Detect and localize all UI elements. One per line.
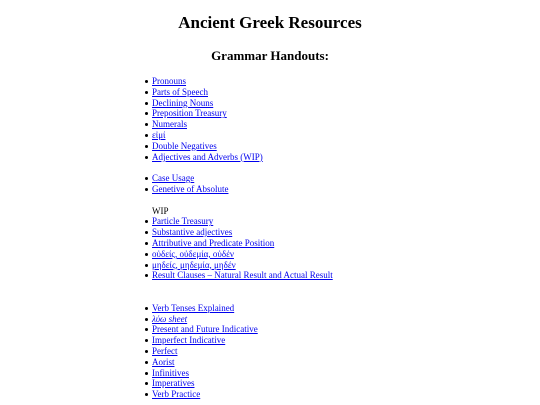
list-item — [152, 314, 333, 325]
link-particle-treasury[interactable]: Particle Treasury — [152, 216, 214, 227]
link-double-negatives[interactable]: Double Negatives — [152, 140, 217, 151]
link-genetive-absolute[interactable]: Genetive of Absolute — [152, 183, 229, 194]
link-oudeis[interactable]: οὐδείς, οὐδεμία, οὐδέν — [152, 248, 234, 259]
list-item — [152, 173, 333, 184]
list-item — [152, 368, 333, 379]
link-infinitives[interactable]: Infinitives — [152, 367, 189, 378]
link-case-usage[interactable]: Case Usage — [152, 173, 195, 184]
link-attributive-predicate[interactable]: Attributive and Predicate Position — [152, 237, 275, 248]
list-item — [152, 378, 333, 389]
handout-list — [152, 76, 333, 400]
link-luo-sheet[interactable]: λύω sheet — [152, 313, 188, 324]
list-item — [152, 227, 333, 238]
list-item — [152, 346, 333, 357]
list-item — [152, 249, 333, 260]
handout-group-wip — [152, 206, 333, 282]
spacer — [152, 281, 333, 303]
list-item — [152, 357, 333, 368]
link-perfect[interactable]: Perfect — [152, 345, 178, 356]
link-pronouns[interactable]: Pronouns — [152, 76, 187, 86]
link-imperfect[interactable]: Imperfect Indicative — [152, 335, 226, 346]
list-item — [152, 389, 333, 400]
list-item — [152, 324, 333, 335]
link-numerals[interactable]: Numerals — [152, 119, 187, 130]
link-verb-tenses[interactable]: Verb Tenses Explained — [152, 302, 235, 313]
link-aorist[interactable]: Aorist — [152, 356, 175, 367]
list-item — [152, 98, 333, 109]
link-present-future[interactable]: Present and Future Indicative — [152, 324, 258, 335]
list-item — [152, 303, 333, 314]
link-imperatives[interactable]: Imperatives — [152, 378, 195, 389]
list-item — [152, 260, 333, 271]
link-verb-practice[interactable]: Verb Practice — [152, 389, 201, 400]
link-medeis[interactable]: μηδείς, μηδεμία, μηδέν — [152, 259, 236, 270]
spacer — [152, 195, 333, 206]
list-item — [152, 238, 333, 249]
list-item — [152, 108, 333, 119]
list-item — [152, 270, 333, 281]
link-preposition-treasury[interactable]: Preposition Treasury — [152, 108, 227, 119]
wip-label: WIP — [152, 205, 169, 216]
list-item — [152, 184, 333, 195]
list-item — [152, 216, 333, 227]
site-title: Ancient Greek Resources — [178, 13, 362, 32]
link-declining-nouns[interactable]: Declining Nouns — [152, 97, 214, 108]
link-substantive-adjectives[interactable]: Substantive adjectives — [152, 227, 233, 238]
section-heading: Grammar Handouts: — [211, 48, 329, 63]
link-adjectives-adverbs[interactable]: Adjectives and Adverbs (WIP) — [152, 151, 263, 162]
spacer — [152, 162, 333, 173]
list-item — [152, 119, 333, 130]
list-item — [152, 76, 333, 87]
link-parts-of-speech[interactable]: Parts of Speech — [152, 86, 208, 97]
list-item — [152, 152, 333, 163]
link-result-clauses[interactable]: Result Clauses – Natural Result and Actual Result — [152, 270, 333, 281]
list-item — [152, 335, 333, 346]
link-eimi[interactable]: εἰμί — [152, 129, 166, 140]
list-item — [152, 141, 333, 152]
list-item — [152, 130, 333, 141]
handout-group-cases — [152, 173, 333, 195]
handout-group-verbs — [152, 303, 333, 400]
list-item — [152, 87, 333, 98]
handout-group-basics — [152, 76, 333, 162]
